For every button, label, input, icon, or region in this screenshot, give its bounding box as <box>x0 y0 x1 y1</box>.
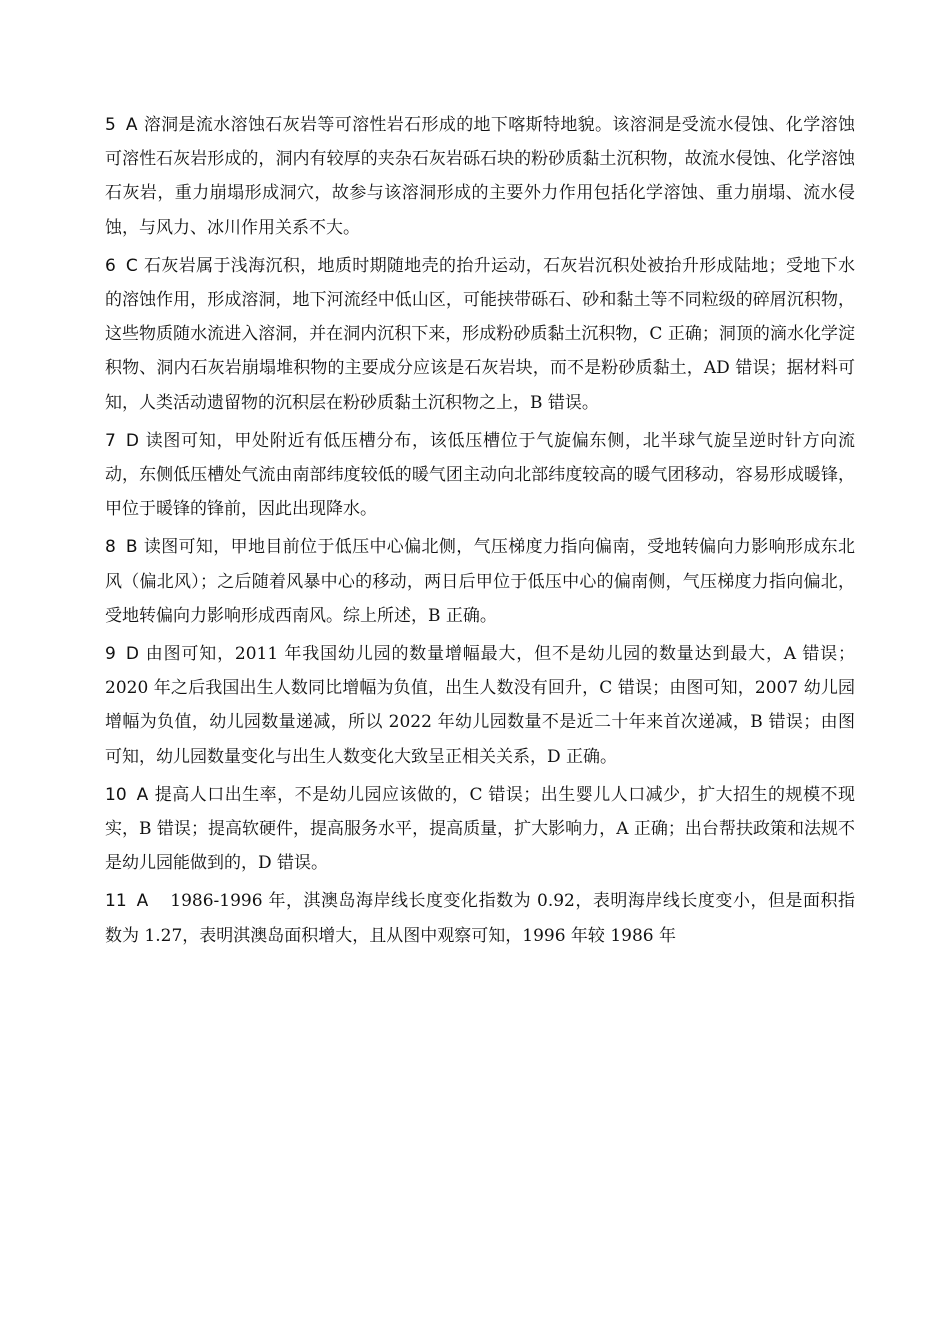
explanation-text: 1986-1996 年，淇澳岛海岸线长度变化指数为 0.92，表明海岸线长度变小，但是面积指数为 1.27，表明淇澳岛面积增大，且从图中观察可知，1996 年较 1986 年 <box>105 891 855 946</box>
question-number: 10 <box>105 784 127 805</box>
answer-item-11 <box>105 884 855 952</box>
answer-choice: C <box>125 255 138 276</box>
answer-choice: B <box>125 537 138 558</box>
question-number: 11 <box>105 891 127 912</box>
explanation-text: 读图可知，甲处附近有低压槽分布，该低压槽位于气旋偏东侧，北半球气旋呈逆时针方向流动，东侧低压槽处气流由南部纬度较低的暖气团主动向北部纬度较高的暖气团移动，容易形成暖锋，甲位于暖锋的锋前，因此出现降水。 <box>105 430 855 520</box>
explanation-text: 石灰岩属于浅海沉积，地质时期随地壳的抬升运动，石灰岩沉积处被抬升形成陆地；受地下水的溶蚀作用，形成溶洞，地下河流经中低山区，可能挟带砾石、砂和黏土等不同粒级的碎屑沉积物，这些物质随水流进入溶洞，并在洞内沉积下来，形成粉砂质黏土沉积物，C 正确；洞顶的滴水化学淀积物、洞内石灰岩崩塌堆积物的主要成分应该是石灰岩块，而不是粉砂质黏土，AD 错误；据材料可知，人类活动遗留物的沉积层在粉砂质黏土沉积物之上，B 错误。 <box>105 255 855 413</box>
explanation-text: 由图可知，2011 年我国幼儿园的数量增幅最大，但不是幼儿园的数量达到最大，A 错误；2020 年之后我国出生人数同比增幅为负值，出生人数没有回升，C 错误；由图可知，2007 幼儿园增幅为负值，幼儿园数量递减，所以 2022 年幼儿园数量不是近二十年来首次递减，B 错误；由图可知，幼儿园数量变化与出生人数变化大致呈正相关关系，D 正确。 <box>105 644 855 767</box>
question-number: 9 <box>105 644 116 665</box>
answer-item-8 <box>105 530 855 633</box>
question-number: 7 <box>105 430 116 451</box>
answer-choice: A <box>136 784 149 805</box>
explanation-text: 读图可知，甲地目前位于低压中心偏北侧，气压梯度力指向偏南，受地转偏向力影响形成东北风（偏北风）；之后随着风暴中心的移动，两日后甲位于低压中心的偏南侧，气压梯度力指向偏北，受地转偏向力影响形成西南风。综上所述，B 正确。 <box>105 537 855 626</box>
answer-item-6 <box>105 249 855 420</box>
question-number: 5 <box>105 115 116 135</box>
answer-choice: D <box>125 644 139 665</box>
answer-item-5 <box>105 108 855 245</box>
explanation-text: 溶洞是流水溶蚀石灰岩等可溶性岩石形成的地下喀斯特地貌。该溶洞是受流水侵蚀、化学溶蚀可溶性石灰岩形成的，洞内有较厚的夹杂石灰岩砾石块的粉砂质黏土沉积物，故流水侵蚀、化学溶蚀石灰岩，重力崩塌形成洞穴，故参与该溶洞形成的主要外力作用包括化学溶蚀、重力崩塌、流水侵蚀，与风力、冰川作用关系不大。 <box>105 115 855 238</box>
answer-item-9 <box>105 637 855 774</box>
answer-choice: D <box>125 430 139 451</box>
answer-choice: A <box>136 891 149 912</box>
question-number: 8 <box>105 537 116 558</box>
question-number: 6 <box>105 255 116 276</box>
explanation-text: 提高人口出生率，不是幼儿园应该做的，C 错误；出生婴儿人口减少，扩大招生的规模不现实，B 错误；提高软硬件，提高服务水平，提高质量，扩大影响力，A 正确；出台帮扶政策和法规不是幼儿园能做到的，D 错误。 <box>105 784 855 874</box>
answer-explanations <box>105 108 855 957</box>
answer-item-10 <box>105 778 855 881</box>
answer-choice: A <box>125 115 138 135</box>
answer-item-7 <box>105 424 855 527</box>
